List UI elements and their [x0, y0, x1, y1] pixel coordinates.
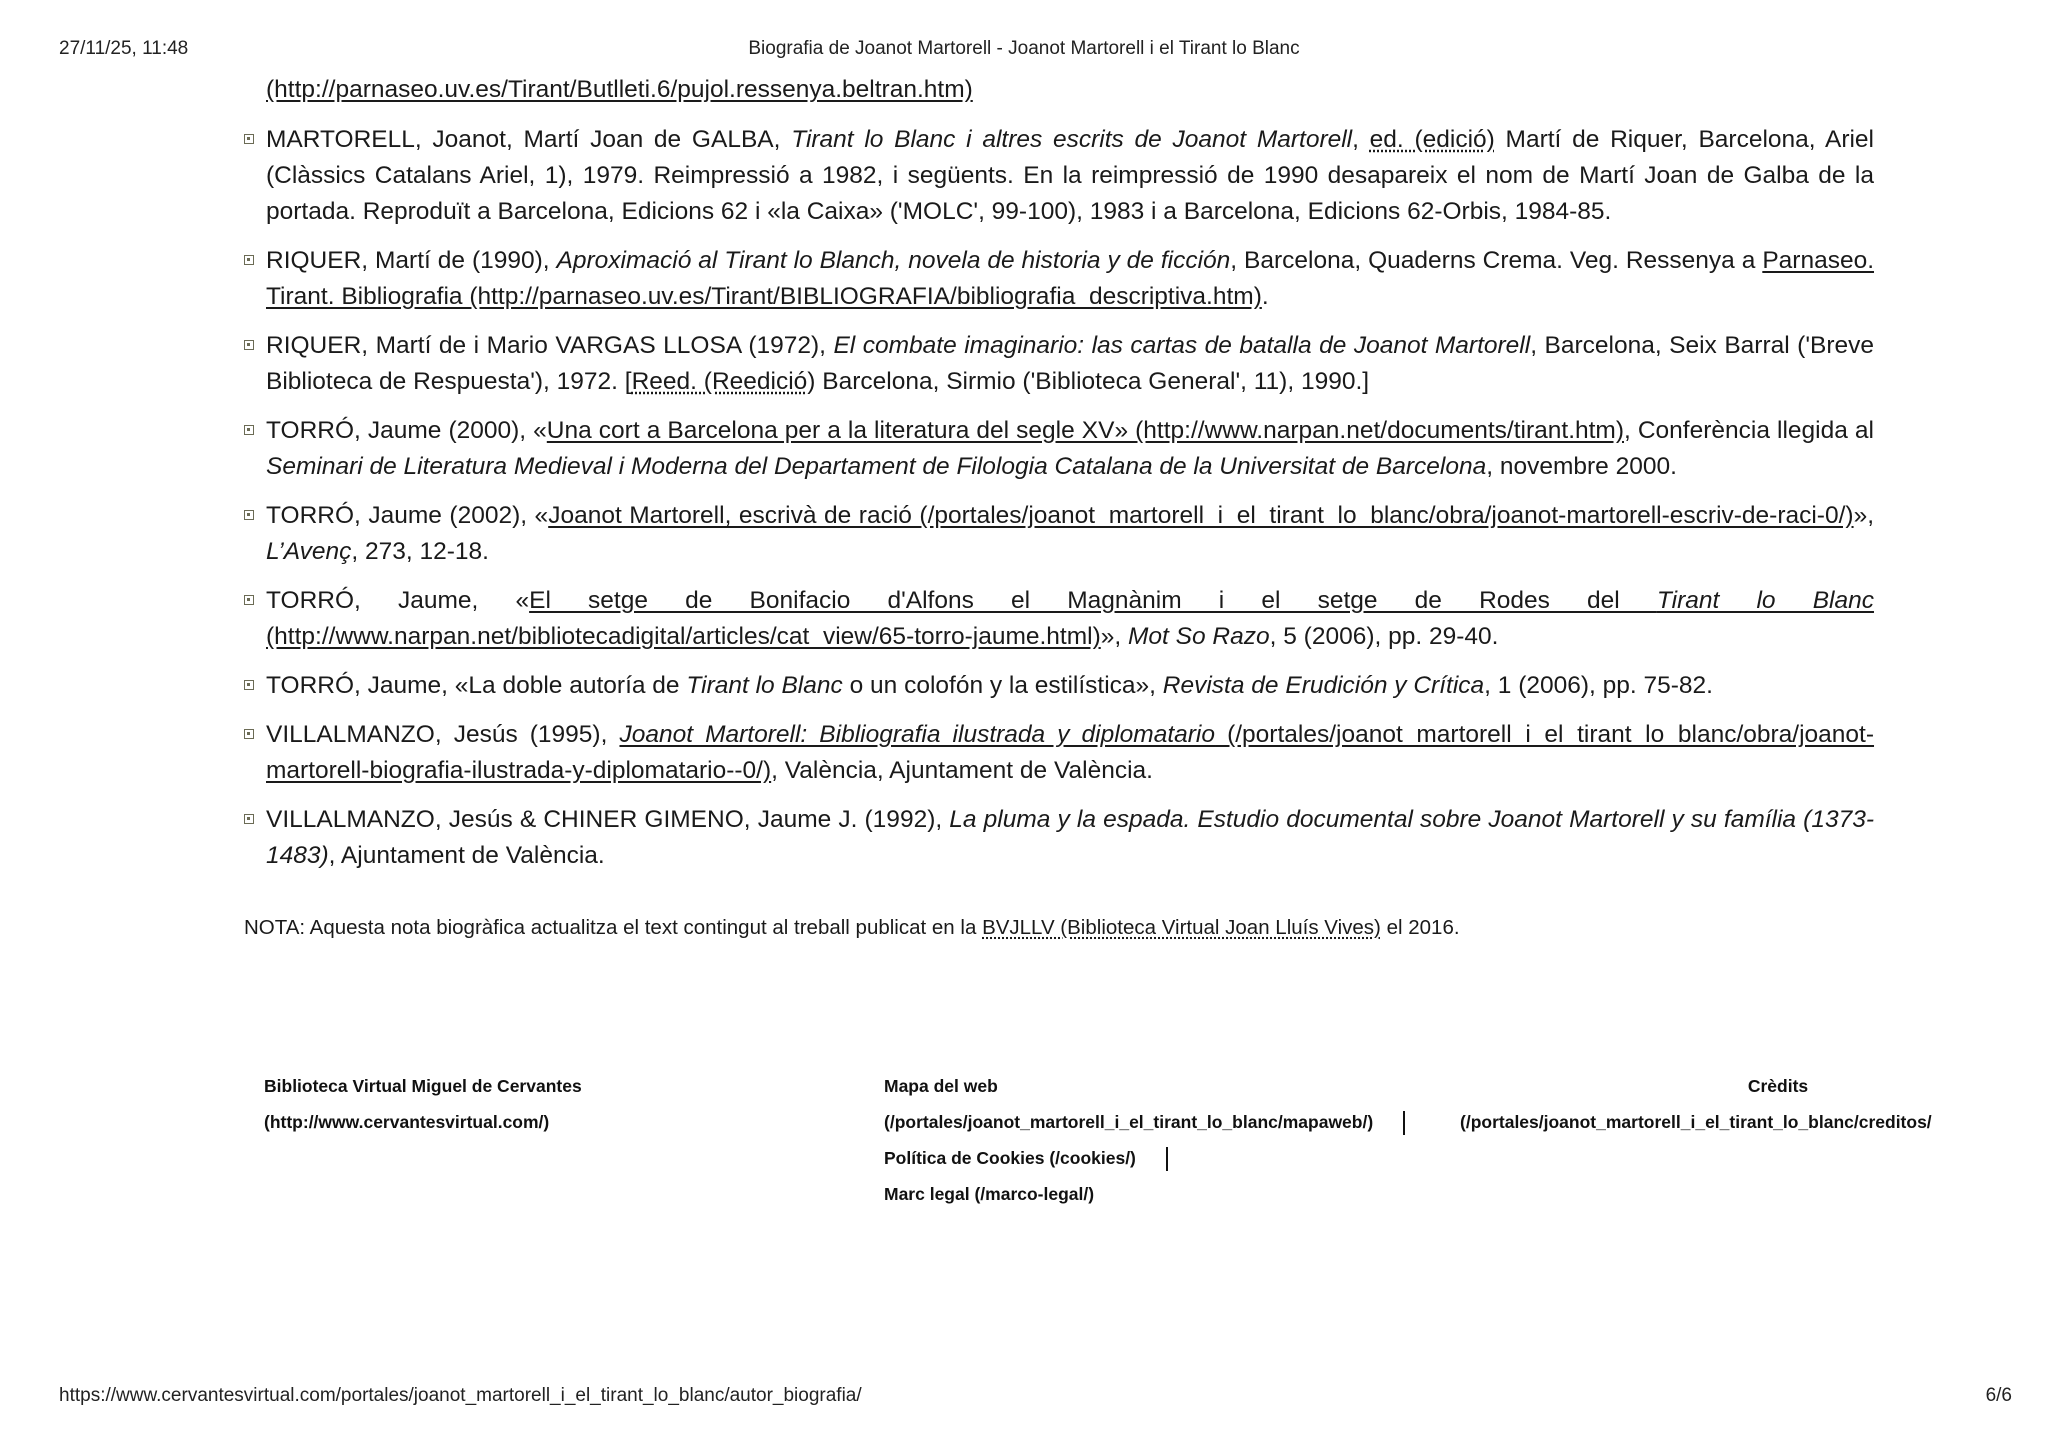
- bullet-icon: [244, 595, 254, 605]
- print-header: [59, 38, 1989, 64]
- link-text: El setge de Bonifacio d'Alfons el Magnànim i el setge de Rodes del: [529, 587, 1657, 614]
- entry-text: »,: [1100, 623, 1128, 650]
- bibliography-item: [244, 498, 1874, 570]
- entry-text: TORRÓ, Jaume (2002), «: [266, 502, 549, 529]
- nota-text: el 2016.: [1380, 916, 1460, 939]
- entry-text: VILLALMANZO, Jesús (1995),: [266, 721, 620, 748]
- entry-text: , 5 (2006), pp. 29-40.: [1269, 623, 1499, 650]
- entry-text: , Conferència llegida al: [1624, 417, 1874, 444]
- bibliography-item: [244, 583, 1874, 655]
- print-url: https://www.cervantesvirtual.com/portales/joanot_martorell_i_el_tirant_lo_blanc/autor_biografia/: [59, 1385, 862, 1406]
- entry-text: ,: [1352, 126, 1370, 153]
- entry-text: »,: [1853, 502, 1874, 529]
- entry-title: La pluma y la espada. Estudio documental sobre Joanot Martorell y su família (1373-1483): [266, 806, 1874, 869]
- entry-text: TORRÓ, Jaume, «: [266, 587, 530, 614]
- print-footer: [59, 1385, 2012, 1411]
- link-title: Joanot Martorell: Bibliografia ilustrada y diplomatario: [619, 721, 1216, 748]
- entry-text: , Barcelona, Quaderns Crema. Veg. Ressenya a: [1230, 247, 1763, 274]
- entry-text: o un colofón y la estilística»,: [842, 672, 1163, 699]
- main-content: [244, 72, 1874, 942]
- entry-title: Tirant lo Blanc: [686, 672, 843, 699]
- entry-text: Barcelona, Sirmio ('Biblioteca General', 11), 1990.]: [815, 368, 1370, 395]
- entry-text: , València, Ajuntament de València.: [771, 757, 1153, 784]
- bibliography-item: [244, 328, 1874, 400]
- bibliography-list: [244, 122, 1874, 874]
- footer-links: [884, 1068, 1405, 1212]
- una-cort-link[interactable]: Una cort a Barcelona per a la literatura del segle XV» (http://www.narpan.net/documents/tirant.htm): [546, 417, 1624, 444]
- escriva-de-racio-link[interactable]: Joanot Martorell, escrivà de ració (/portales/joanot_martorell_i_el_tirant_lo_blanc/obra/joanot-martorell-escriv-de-raci-0/): [548, 502, 1854, 529]
- entry-text: , 1 (2006), pp. 75-82.: [1484, 672, 1713, 699]
- footer-credits: [1460, 1068, 1998, 1140]
- separator: [1403, 1111, 1405, 1135]
- cookies-link[interactable]: Política de Cookies (/cookies/): [884, 1148, 1136, 1168]
- bullet-icon: [244, 255, 254, 265]
- entry-text: TORRÓ, Jaume (2000), «: [266, 417, 547, 444]
- entry-text: VILLALMANZO, Jesús & CHINER GIMENO, Jaume J. (1992),: [266, 806, 950, 833]
- bvjllv-abbreviation: BVJLLV (Biblioteca Virtual Joan Lluís Vives): [982, 916, 1381, 939]
- entry-title: Seminari de Literatura Medieval i Moderna del Departament de Filologia Catalana de la Universitat de Barcelona: [266, 453, 1487, 480]
- entry-text: , Ajuntament de València.: [328, 842, 605, 869]
- bibliography-item: [244, 717, 1874, 789]
- footer-bvmc: [264, 1068, 582, 1140]
- bibliography-item: [244, 668, 1874, 704]
- entry-text: , novembre 2000.: [1486, 453, 1677, 480]
- entry-title: Tirant lo Blanc i altres escrits de Joanot Martorell: [791, 126, 1353, 153]
- entry-text: RIQUER, Martí de i Mario VARGAS LLOSA (1972),: [266, 332, 834, 359]
- legal-link[interactable]: Marc legal (/marco-legal/): [884, 1184, 1095, 1204]
- abbreviation: ed. (edició): [1369, 126, 1495, 153]
- link-url: (/portales/joanot_martorell_i_el_tirant_lo_blanc/obra/joanot-martorell-biografia-ilustrada-y-diplomatario--0/): [266, 721, 1875, 784]
- entry-title: L’Avenç: [266, 538, 352, 565]
- link-title: Tirant lo Blanc: [1656, 587, 1874, 614]
- nota-paragraph: [244, 914, 1874, 942]
- print-date: 27/11/25, 11:48: [59, 38, 189, 59]
- entry-title: El combate imaginario: las cartas de batalla de Joanot Martorell: [833, 332, 1531, 359]
- bullet-icon: [244, 134, 254, 144]
- bibliography-item: [244, 413, 1874, 485]
- bullet-icon: [244, 729, 254, 739]
- entry-title: Aproximació al Tirant lo Blanch, novela de historia y de ficción: [556, 247, 1231, 274]
- sitemap-link-title[interactable]: Mapa del web: [884, 1076, 998, 1096]
- entry-title: Mot So Razo: [1128, 623, 1270, 650]
- entry-text: , Barcelona, Seix Barral ('Breve Biblioteca de Respuesta'), 1972. [: [266, 332, 1875, 395]
- bibliography-item: [244, 243, 1874, 315]
- bullet-icon: [244, 425, 254, 435]
- separator: [1166, 1147, 1168, 1171]
- bullet-icon: [244, 510, 254, 520]
- entry-text: TORRÓ, Jaume, «La doble autoría de: [266, 672, 687, 699]
- parnaseo-bibliografia-link[interactable]: Parnaseo. Tirant. Bibliografia (http://parnaseo.uv.es/Tirant/BIBLIOGRAFIA/bibliografia_descriptiva.htm): [266, 247, 1874, 310]
- bullet-icon: [244, 680, 254, 690]
- bibliography-item: [244, 122, 1874, 230]
- bibliography-item: [244, 802, 1874, 874]
- bullet-icon: [244, 340, 254, 350]
- entry-journal: Revista de Erudición y Crítica: [1162, 672, 1485, 699]
- entry-text: .: [1261, 283, 1269, 310]
- bvmc-link-url[interactable]: (http://www.cervantesvirtual.com/): [264, 1112, 550, 1132]
- nota-text: NOTA: Aquesta nota biogràfica actualitza el text contingut al treball publicat en la: [244, 916, 983, 939]
- credits-link-title[interactable]: Crèdits: [1747, 1076, 1809, 1096]
- abbreviation: Reed. (Reedició): [631, 368, 816, 395]
- bullet-icon: [244, 814, 254, 824]
- sitemap-link-url[interactable]: (/portales/joanot_martorell_i_el_tirant_lo_blanc/mapaweb/): [884, 1112, 1374, 1132]
- entry-text: , 273, 12-18.: [351, 538, 489, 565]
- credits-link-url[interactable]: (/portales/joanot_martorell_i_el_tirant_lo_blanc/creditos/: [1460, 1112, 1932, 1132]
- parnaseo-review-link[interactable]: (http://parnaseo.uv.es/Tirant/Butlleti.6/pujol.ressenya.beltran.htm): [266, 76, 973, 103]
- link-url: (http://www.narpan.net/bibliotecadigital/articles/cat_view/65-torro-jaume.html): [266, 623, 1101, 650]
- entry-text: Martí de Riquer, Barcelona, Ariel (Clàssics Catalans Ariel, 1), 1979. Reimpressió a 1982, i següents. En la reimpressió de 1990 desapareix el nom de Martí Joan de Galba de la portada. Reproduït a Barcelona, Edicions 62 i «la Caixa» ('MOLC', 99-100), 1983 i a Barcelona, Edicions 62-Orbis, 1984-85.: [266, 126, 1874, 225]
- bvmc-link-title[interactable]: Biblioteca Virtual Miguel de Cervantes: [264, 1076, 582, 1096]
- page-number: 6/6: [1985, 1385, 2012, 1406]
- entry-text: MARTORELL, Joanot, Martí Joan de GALBA,: [266, 126, 792, 153]
- print-page-title: Biografia de Joanot Martorell - Joanot Martorell i el Tirant lo Blanc: [748, 38, 1300, 59]
- entry-text: RIQUER, Martí de (1990),: [266, 247, 557, 274]
